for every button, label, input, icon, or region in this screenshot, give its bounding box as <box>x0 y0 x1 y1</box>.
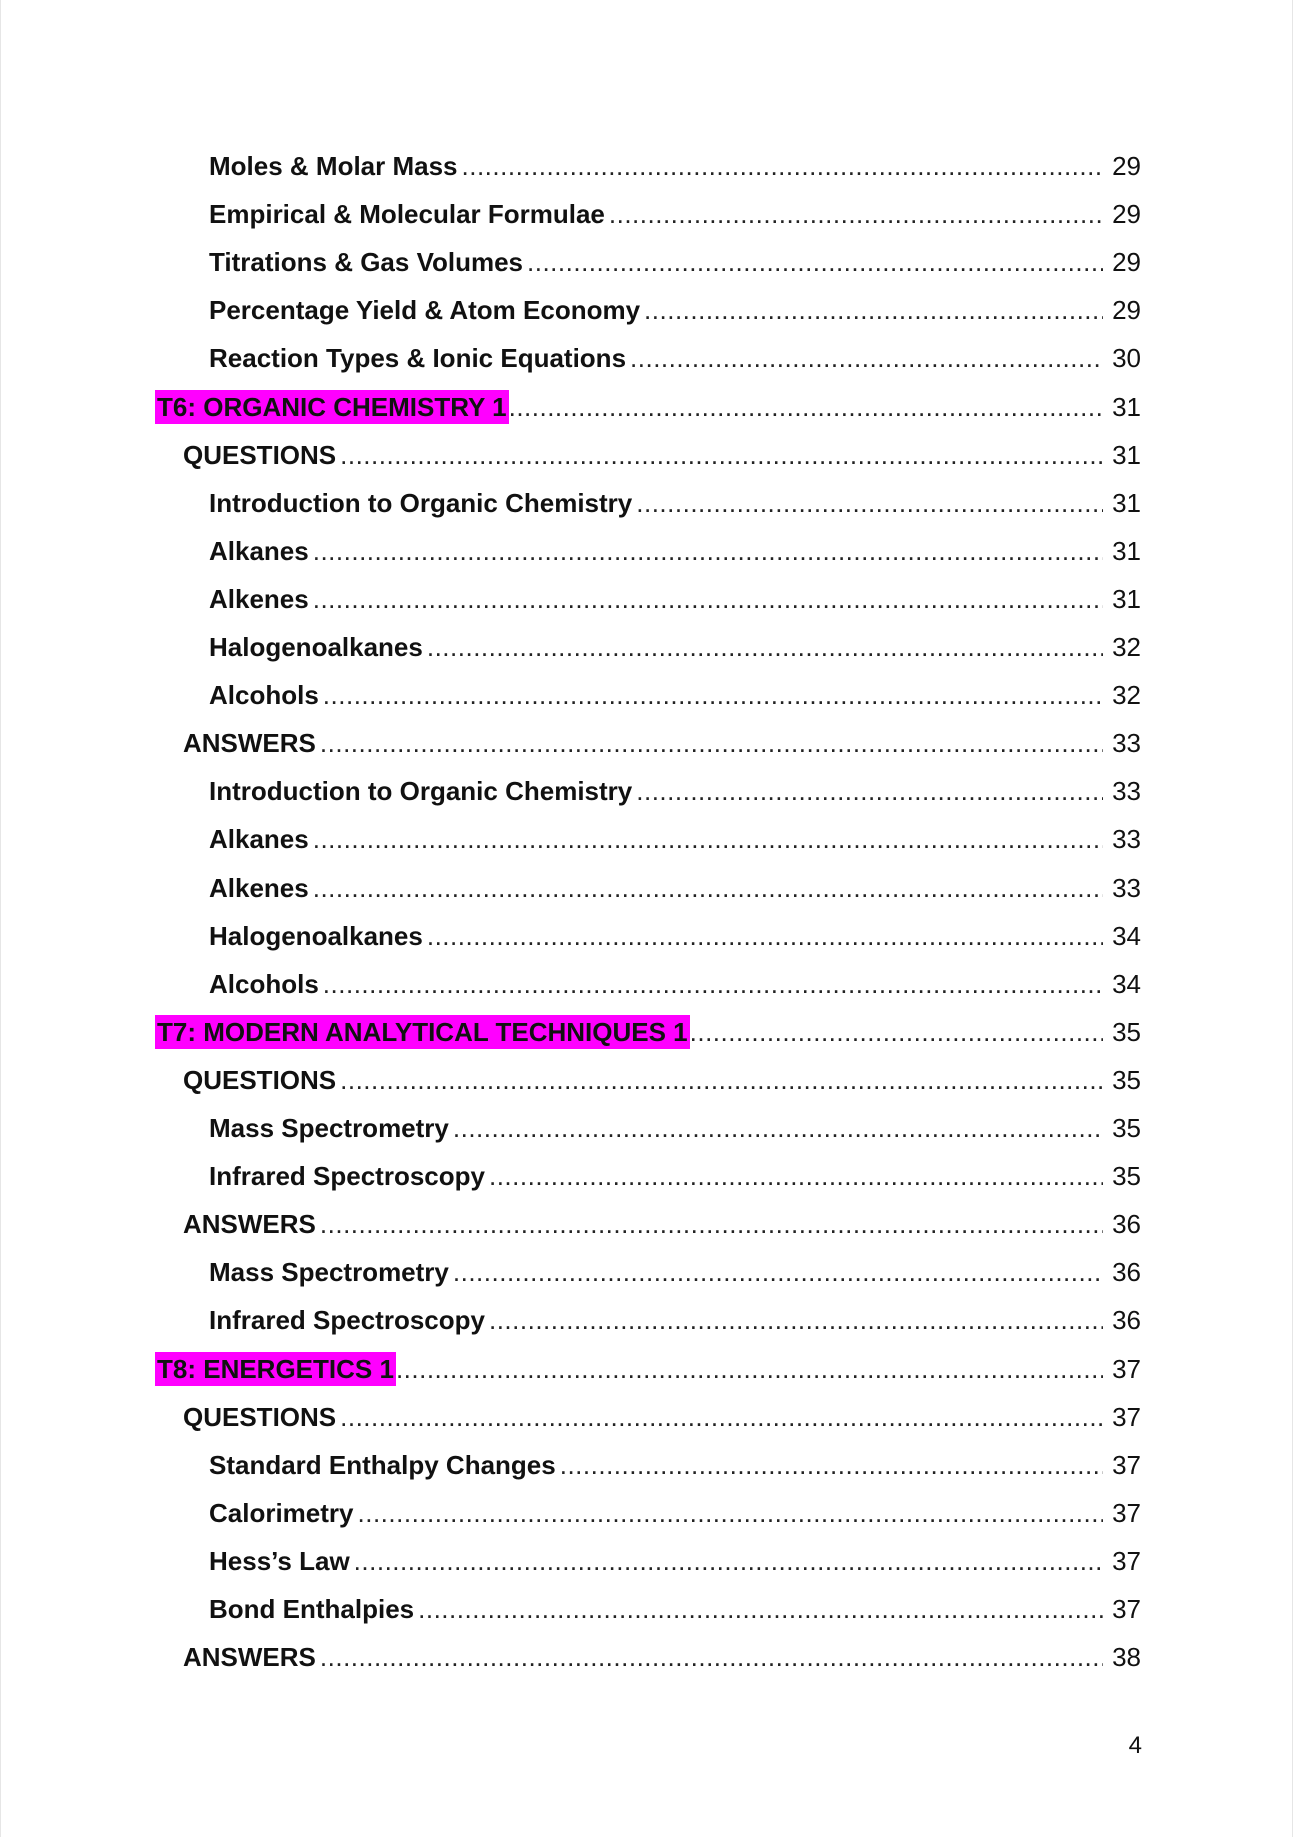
toc-entry[interactable] <box>183 1063 1141 1103</box>
toc-page-number: 32 <box>1112 632 1141 662</box>
dot-leader <box>427 919 1103 953</box>
dot-leader <box>527 245 1103 279</box>
dot-leader <box>354 1544 1103 1578</box>
toc-page-number: 36 <box>1112 1209 1141 1240</box>
toc-entry-title: Reaction Types & Ionic Equations <box>209 343 627 374</box>
toc-entry[interactable] <box>157 1015 1141 1055</box>
toc-entry-title: ANSWERS <box>183 1642 316 1673</box>
toc-page-number: 35 <box>1112 1113 1141 1143</box>
toc-entry-title: Infrared Spectroscopy <box>209 1305 485 1336</box>
toc-page-number: 35 <box>1112 1161 1141 1192</box>
toc-entry[interactable] <box>183 1400 1141 1440</box>
toc-chapter-title: T6: ORGANIC CHEMISTRY 1 <box>157 391 507 422</box>
toc-entry-title: Moles & Molar Mass <box>209 151 458 181</box>
toc-entry-title: ANSWERS <box>183 1209 316 1240</box>
toc-entry[interactable] <box>209 486 1141 526</box>
toc-page-number: 29 <box>1112 151 1141 181</box>
toc-entry[interactable] <box>209 822 1141 862</box>
toc-entry[interactable] <box>209 149 1141 189</box>
toc-entry-title: ANSWERS <box>183 728 316 759</box>
dot-leader <box>609 197 1103 231</box>
toc-entry-title: Halogenoalkanes <box>209 632 423 662</box>
toc-chapter-title: T8: ENERGETICS 1 <box>157 1353 394 1384</box>
toc-entry-title: Mass Spectrometry <box>209 1113 449 1143</box>
dot-leader <box>320 1207 1103 1241</box>
toc-page-number: 29 <box>1112 199 1141 230</box>
toc-entry[interactable] <box>209 967 1141 1007</box>
dot-leader <box>320 726 1103 760</box>
toc-entry[interactable] <box>209 1544 1141 1584</box>
dot-leader <box>313 871 1103 905</box>
dot-leader <box>418 1592 1103 1626</box>
dot-leader <box>340 1063 1103 1097</box>
toc-entry-title: Hess’s Law <box>209 1545 350 1576</box>
toc-entry-title: Mass Spectrometry <box>209 1257 449 1288</box>
toc-entry[interactable] <box>209 582 1141 622</box>
toc-entry[interactable] <box>209 1592 1141 1632</box>
dot-leader <box>323 678 1103 712</box>
toc-page-number: 33 <box>1112 728 1141 759</box>
toc-entry[interactable] <box>209 1111 1141 1151</box>
toc-page-number: 32 <box>1112 680 1141 711</box>
dot-leader <box>489 1159 1103 1193</box>
toc-entry-title: Standard Enthalpy Changes <box>209 1449 556 1480</box>
dot-leader <box>396 1352 1103 1386</box>
toc-entry-title: Alkanes <box>209 535 309 566</box>
toc-page-number: 36 <box>1112 1305 1141 1336</box>
toc-entry[interactable] <box>209 197 1141 237</box>
toc-page-number: 29 <box>1112 295 1141 326</box>
toc-entry[interactable] <box>209 1303 1141 1343</box>
dot-leader <box>313 582 1103 616</box>
toc-entry-title: Halogenoalkanes <box>209 920 423 951</box>
toc-entry-title: Alkanes <box>209 824 309 855</box>
dot-leader <box>636 486 1103 520</box>
toc-entry[interactable] <box>157 1352 1141 1392</box>
dot-leader <box>630 341 1103 375</box>
toc-entry-title: QUESTIONS <box>183 439 337 470</box>
toc-entry[interactable] <box>209 919 1141 959</box>
toc-page-number: 31 <box>1112 535 1141 566</box>
toc-entry[interactable] <box>209 245 1141 285</box>
toc-page-number: 31 <box>1112 391 1141 422</box>
dot-leader <box>358 1496 1104 1530</box>
toc-entry[interactable] <box>209 1159 1141 1199</box>
toc-entry[interactable] <box>209 774 1141 814</box>
dot-leader <box>509 390 1103 424</box>
toc-page-number: 31 <box>1112 439 1141 470</box>
toc-page-number: 37 <box>1112 1401 1141 1432</box>
toc-page-number: 34 <box>1112 968 1141 999</box>
toc-page-number: 38 <box>1112 1642 1141 1673</box>
toc-entry[interactable] <box>209 1255 1141 1295</box>
toc-entry[interactable] <box>183 726 1141 766</box>
toc-entry-title: Titrations & Gas Volumes <box>209 247 524 278</box>
toc-entry-title: Alkenes <box>209 583 309 614</box>
toc-page-number: 29 <box>1112 247 1141 278</box>
toc-entry[interactable] <box>209 293 1141 333</box>
toc-entry-title: Alcohols <box>209 680 319 711</box>
dot-leader <box>462 149 1103 183</box>
toc-entry-title: Bond Enthalpies <box>209 1594 415 1624</box>
toc-page-number: 37 <box>1112 1449 1141 1480</box>
toc-entry-title: Introduction to Organic Chemistry <box>209 487 633 518</box>
toc-page-number: 37 <box>1112 1594 1141 1624</box>
dot-leader <box>453 1111 1103 1145</box>
toc-page-number: 31 <box>1112 487 1141 518</box>
dot-leader <box>340 438 1103 472</box>
toc-page-number: 37 <box>1112 1545 1141 1576</box>
toc-page-number: 30 <box>1112 343 1141 374</box>
toc-entry[interactable] <box>209 678 1141 718</box>
dot-leader <box>313 822 1103 856</box>
dot-leader <box>313 534 1103 568</box>
toc-entry-title: Calorimetry <box>209 1497 354 1528</box>
toc-entry-title: Alkenes <box>209 872 309 903</box>
dot-leader <box>320 1640 1103 1674</box>
page-number: 4 <box>1128 1732 1142 1759</box>
toc-entry-title: QUESTIONS <box>183 1064 337 1095</box>
dot-leader <box>489 1303 1103 1337</box>
toc-page-number: 37 <box>1112 1497 1141 1528</box>
toc-entry[interactable] <box>209 630 1141 670</box>
toc-entry-title: Infrared Spectroscopy <box>209 1161 485 1192</box>
toc-entry[interactable] <box>209 341 1141 381</box>
toc-entry[interactable] <box>209 1448 1141 1488</box>
toc-page-number: 33 <box>1112 824 1141 855</box>
dot-leader <box>323 967 1103 1001</box>
toc-entry-title: QUESTIONS <box>183 1401 337 1432</box>
toc-entry-title: Alcohols <box>209 968 319 999</box>
dot-leader <box>340 1400 1103 1434</box>
toc-entry[interactable] <box>157 390 1141 430</box>
dot-leader <box>560 1448 1103 1482</box>
toc-entry[interactable] <box>183 1207 1141 1247</box>
dot-leader <box>636 774 1103 808</box>
dot-leader <box>427 630 1103 664</box>
toc-page-number: 34 <box>1112 920 1141 951</box>
toc-page-number: 36 <box>1112 1257 1141 1288</box>
toc-entry[interactable] <box>209 534 1141 574</box>
dot-leader <box>690 1015 1103 1049</box>
dot-leader <box>644 293 1103 327</box>
toc-chapter-title: T7: MODERN ANALYTICAL TECHNIQUES 1 <box>157 1016 688 1047</box>
toc-page-number: 31 <box>1112 583 1141 614</box>
toc-page-number: 33 <box>1112 872 1141 903</box>
toc-entry[interactable] <box>183 1640 1141 1680</box>
toc-entry-title: Percentage Yield & Atom Economy <box>209 295 641 326</box>
toc-entry-title: Introduction to Organic Chemistry <box>209 776 633 807</box>
toc-page-number: 35 <box>1112 1016 1141 1047</box>
toc-entry[interactable] <box>209 871 1141 911</box>
toc-entry[interactable] <box>183 438 1141 478</box>
toc-entry[interactable] <box>209 1496 1141 1536</box>
toc-page-number: 37 <box>1112 1353 1141 1384</box>
toc-page-number: 35 <box>1112 1064 1141 1095</box>
toc-entry-title: Empirical & Molecular Formulae <box>209 199 605 230</box>
dot-leader <box>453 1255 1103 1289</box>
toc-page-number: 33 <box>1112 776 1141 807</box>
